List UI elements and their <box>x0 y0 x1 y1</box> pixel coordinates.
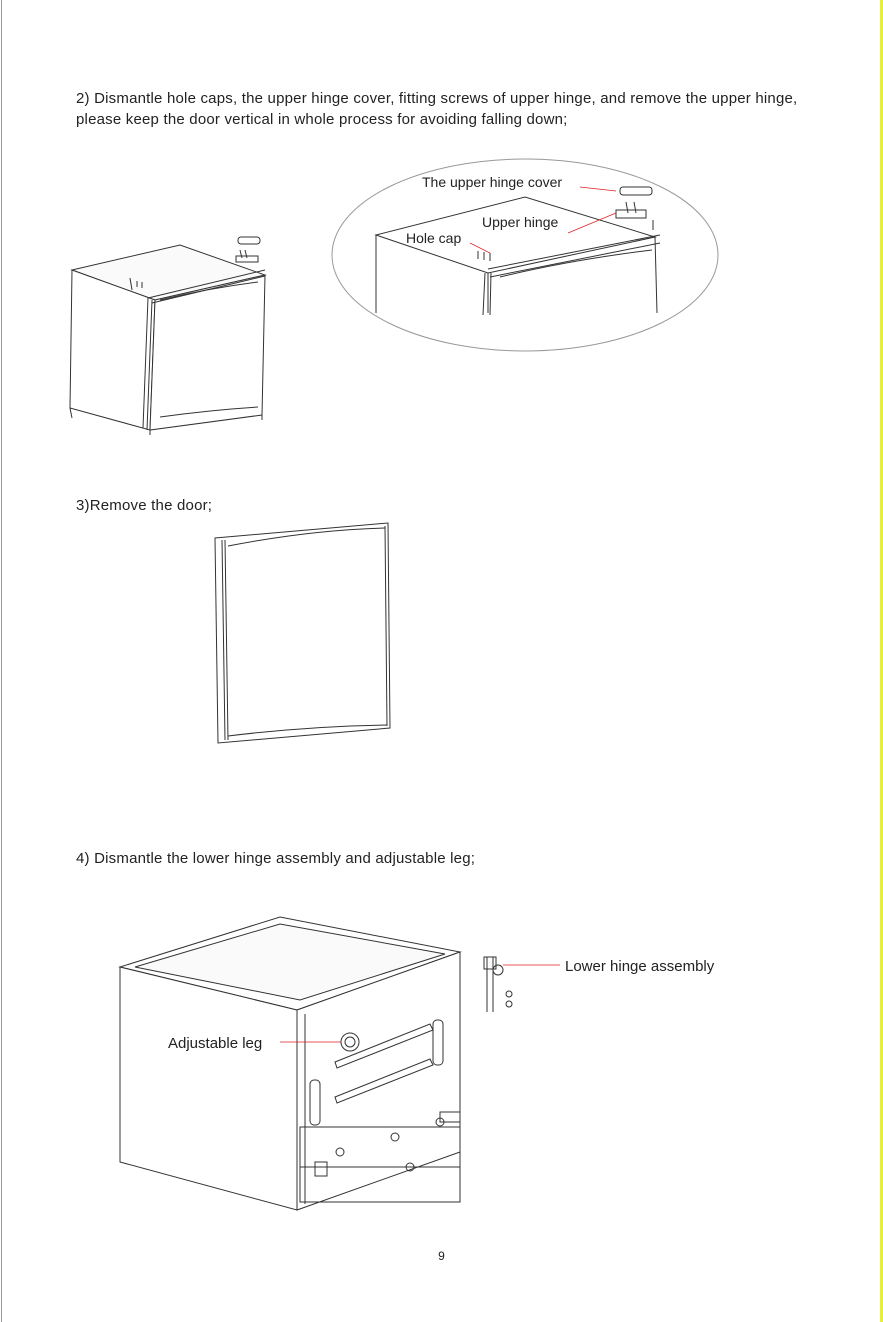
step-2-rest: , the upper hinge cover, fitting screws of upper hinge, and remove the upper hinge, please keep the door vertical in whole process for avoiding falling down; <box>76 90 798 128</box>
callout-upper-hinge: Upper hinge <box>482 214 559 230</box>
step-3-instruction: 3)Remove the door; <box>76 497 213 514</box>
cabinet-lower-hinge-figure <box>115 912 765 1212</box>
door-figure <box>210 518 395 750</box>
step-4-instruction: 4) Dismantle the lower hinge assembly and adjustable leg; <box>76 850 476 867</box>
fridge-overview-figure <box>60 230 280 440</box>
upper-hinge-detail-figure <box>330 155 725 355</box>
callout-adjustable-leg: Adjustable leg <box>168 1035 263 1052</box>
callout-upper-hinge-cover: The upper hinge cover <box>422 174 563 190</box>
step-2-instruction <box>76 88 806 130</box>
page-number: 9 <box>438 1249 445 1263</box>
callout-hole-cap: Hole cap <box>406 230 462 246</box>
step-2-lead: 2) Dismantle hole caps <box>76 90 233 107</box>
callout-lower-hinge-assembly: Lower hinge assembly <box>565 958 715 975</box>
left-margin-rule <box>1 0 2 1322</box>
